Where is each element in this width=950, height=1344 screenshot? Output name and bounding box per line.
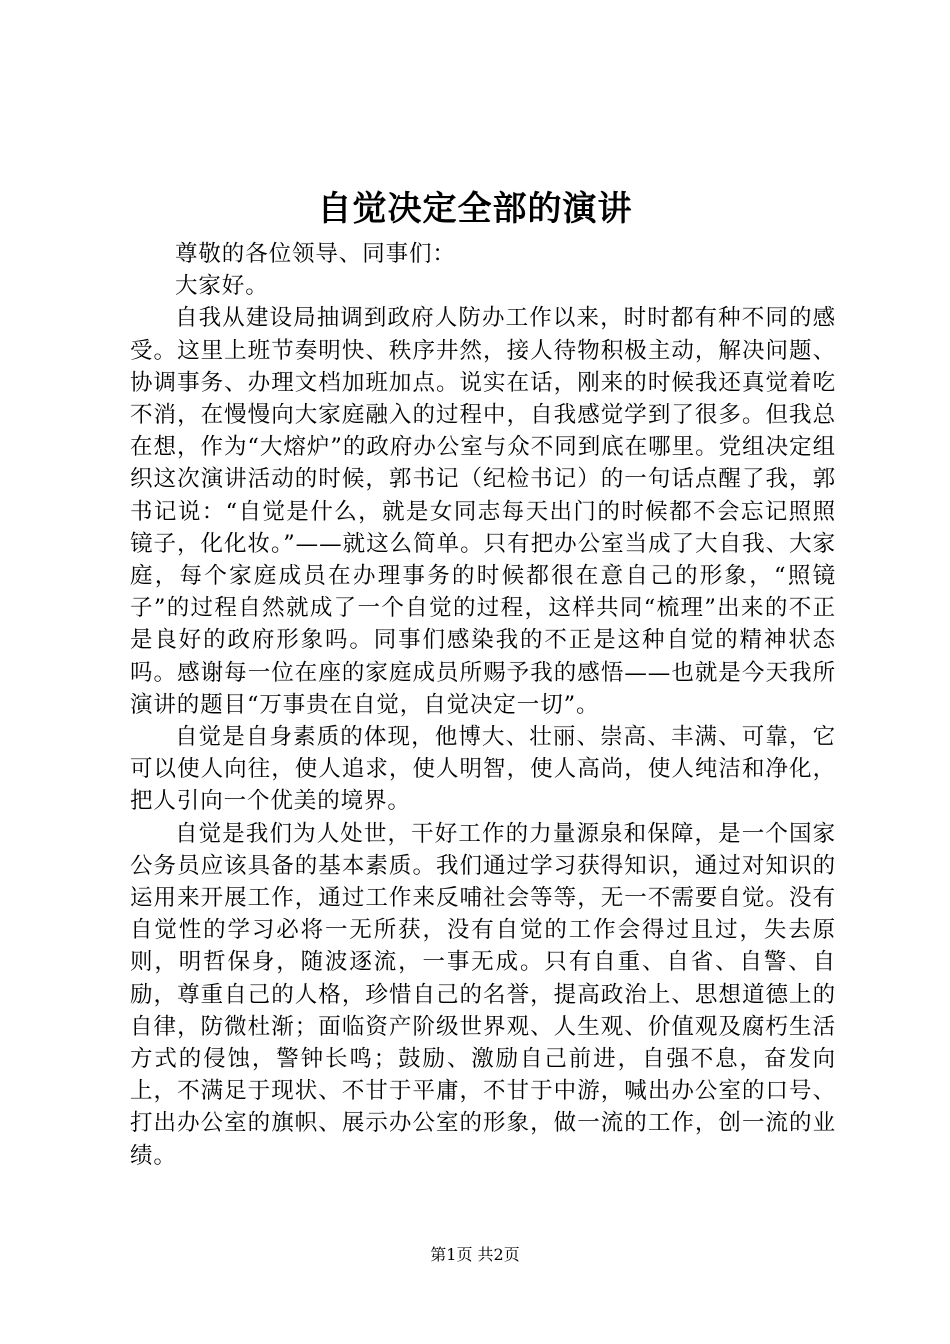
document-title: 自觉决定全部的演讲 [317, 189, 633, 229]
body-paragraph: 自觉是自身素质的体现，他博大、壮丽、崇高、丰满、可靠，它可以使人向往，使人追求，使人明智，使人高尚，使人纯洁和净化，把人引向一个优美的境界。 [130, 724, 836, 815]
body-paragraph: 自觉是我们为人处世，干好工作的力量源泉和保障，是一个国家公务员应该具备的基本素质。我们通过学习获得知识，通过对知识的运用来开展工作，通过工作来反哺社会等等，无一不需要自觉。没有自觉性的学习必将一无所获，没有自觉的工作会得过且过，失去原则，明哲保身，随波逐流，一事无成。只有自重、自省、自警、自励，尊重自己的人格，珍惜自己的名誉，提高政治上、思想道德上的自律，防微杜渐；面临资产阶级世界观、人生观、价值观及腐朽生活方式的侵蚀，警钟长鸣；鼓励、激励自己前进，自强不息，奋发向上，不满足于现状、不甘于平庸，不甘于中游，喊出办公室的口号、打出办公室的旗帜、展示办公室的形象，做一流的工作，创一流的业绩。 [130, 820, 836, 1169]
document-body [130, 238, 836, 1172]
greeting: 大家好。 [175, 273, 269, 300]
body-paragraph: 自我从建设局抽调到政府人防办工作以来，时时都有种不同的感受。这里上班节奏明快、秩序井然，接人待物积极主动，解决问题、协调事务、办理文档加班加点。说实在话，刚来的时候我还真觉着吃不消，在慢慢向大家庭融入的过程中，自我感觉学到了很多。但我总在想，作为“大熔炉”的政府办公室与众不同到底在哪里。党组决定组织这次演讲活动的时候，郭书记（纪检书记）的一句话点醒了我，郭书记说：“自觉是什么，就是女同志每天出门的时候都不会忘记照照镜子，化化妆。”——就这么简单。只有把办公室当成了大自我、大家庭，每个家庭成员在办理事务的时候都很在意自己的形象，“照镜子”的过程自然就成了一个自觉的过程，这样共同“梳理”出来的不正是良好的政府形象吗。同事们感染我的不正是这种自觉的精神状态吗。感谢每一位在座的家庭成员所赐予我的感悟——也就是今天我所演讲的题目“万事贵在自觉，自觉决定一切”。 [130, 305, 836, 718]
page-number-footer: 第1页 共2页 [430, 1245, 520, 1264]
salutation: 尊敬的各位领导、同事们： [175, 241, 456, 267]
